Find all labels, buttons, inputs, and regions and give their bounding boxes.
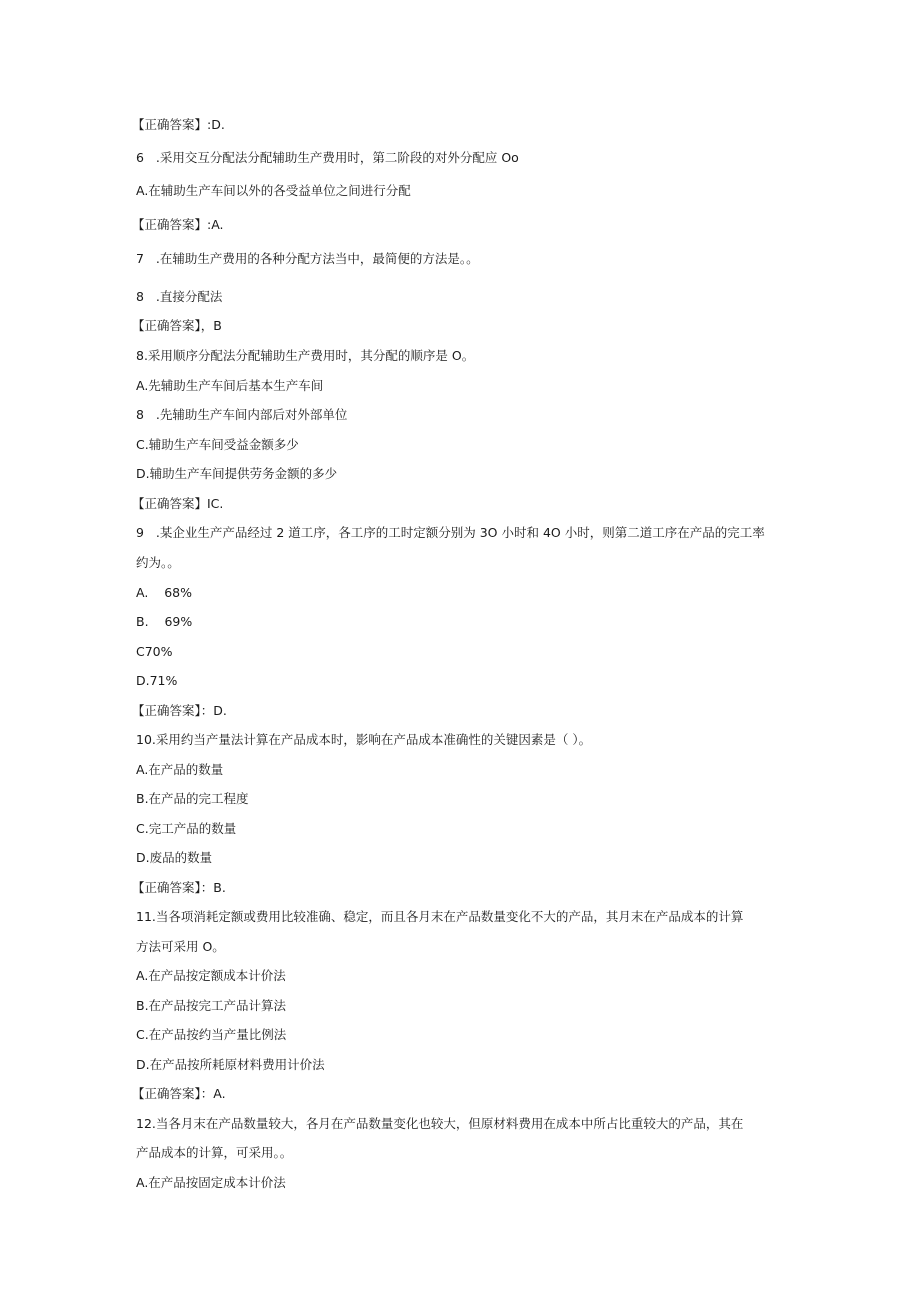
- option-line: D.辅助生产车间提供劳务金额的多少: [136, 466, 338, 481]
- answer-line: 【正确答案】:A.: [132, 217, 224, 232]
- answer-line: 【正确答案】:D.: [132, 117, 225, 132]
- option-line: D.71%: [136, 673, 178, 688]
- question-line: 12.当各月末在产品数量较大，各月在产品数量变化也较大，但原材料费用在成本中所占比重较大的产品，其在: [136, 1116, 744, 1131]
- question-line: 方法可采用 O。: [136, 939, 225, 954]
- question-line: 10.采用约当产量法计算在产品成本时，影响在产品成本准确性的关键因素是（ ）。: [136, 732, 592, 747]
- answer-line: 【正确答案】：A.: [132, 1086, 226, 1101]
- question-line: 11.当各项消耗定额或费用比较准确、稳定，而且各月末在产品数量变化不大的产品，其月末在产品成本的计算: [136, 909, 744, 924]
- option-line: A.在产品按固定成本计价法: [136, 1175, 286, 1190]
- option-line: A.先辅助生产车间后基本生产车间: [136, 378, 324, 393]
- option-line: A.在产品的数量: [136, 762, 224, 777]
- option-line: D.废品的数量: [136, 850, 213, 865]
- option-line: C70%: [136, 644, 173, 659]
- option-line: C.完工产品的数量: [136, 821, 237, 836]
- answer-line: 【正确答案】：D.: [132, 703, 227, 718]
- question-line: 产品成本的计算，可采用。。: [136, 1145, 293, 1160]
- option-line: D.在产品按所耗原材料费用计价法: [136, 1057, 325, 1072]
- question-line: 7 .在辅助生产费用的各种分配方法当中，最简便的方法是。。: [136, 251, 479, 266]
- option-line: 8 .先辅助生产车间内部后对外部单位: [136, 407, 348, 422]
- question-line: 6 .采用交互分配法分配辅助生产费用时，第二阶段的对外分配应 Oo: [136, 150, 519, 165]
- option-line: B. 69%: [136, 614, 193, 629]
- option-line: A.在产品按定额成本计价法: [136, 968, 286, 983]
- answer-line: 【正确答案】，B: [132, 318, 222, 333]
- option-line: A. 68%: [136, 585, 192, 600]
- option-line: B.在产品按完工产品计算法: [136, 998, 287, 1013]
- question-line: 约为。。: [136, 555, 180, 570]
- option-line: B.在产品的完工程度: [136, 791, 249, 806]
- answer-line: 【正确答案】IC.: [132, 496, 224, 511]
- option-line: A.在辅助生产车间以外的各受益单位之间进行分配: [136, 183, 411, 198]
- question-line: 8.采用顺序分配法分配辅助生产费用时，其分配的顺序是 O。: [136, 348, 475, 363]
- option-line: C.在产品按约当产量比例法: [136, 1027, 287, 1042]
- question-line: 8 .直接分配法: [136, 289, 223, 304]
- option-line: C.辅助生产车间受益金额多少: [136, 437, 299, 452]
- answer-line: 【正确答案】：B.: [132, 880, 226, 895]
- question-line: 9 .某企业生产产品经过 2 道工序，各工序的工时定额分别为 3O 小时和 4O 小时，则第二道工序在产品的完工率: [136, 525, 765, 540]
